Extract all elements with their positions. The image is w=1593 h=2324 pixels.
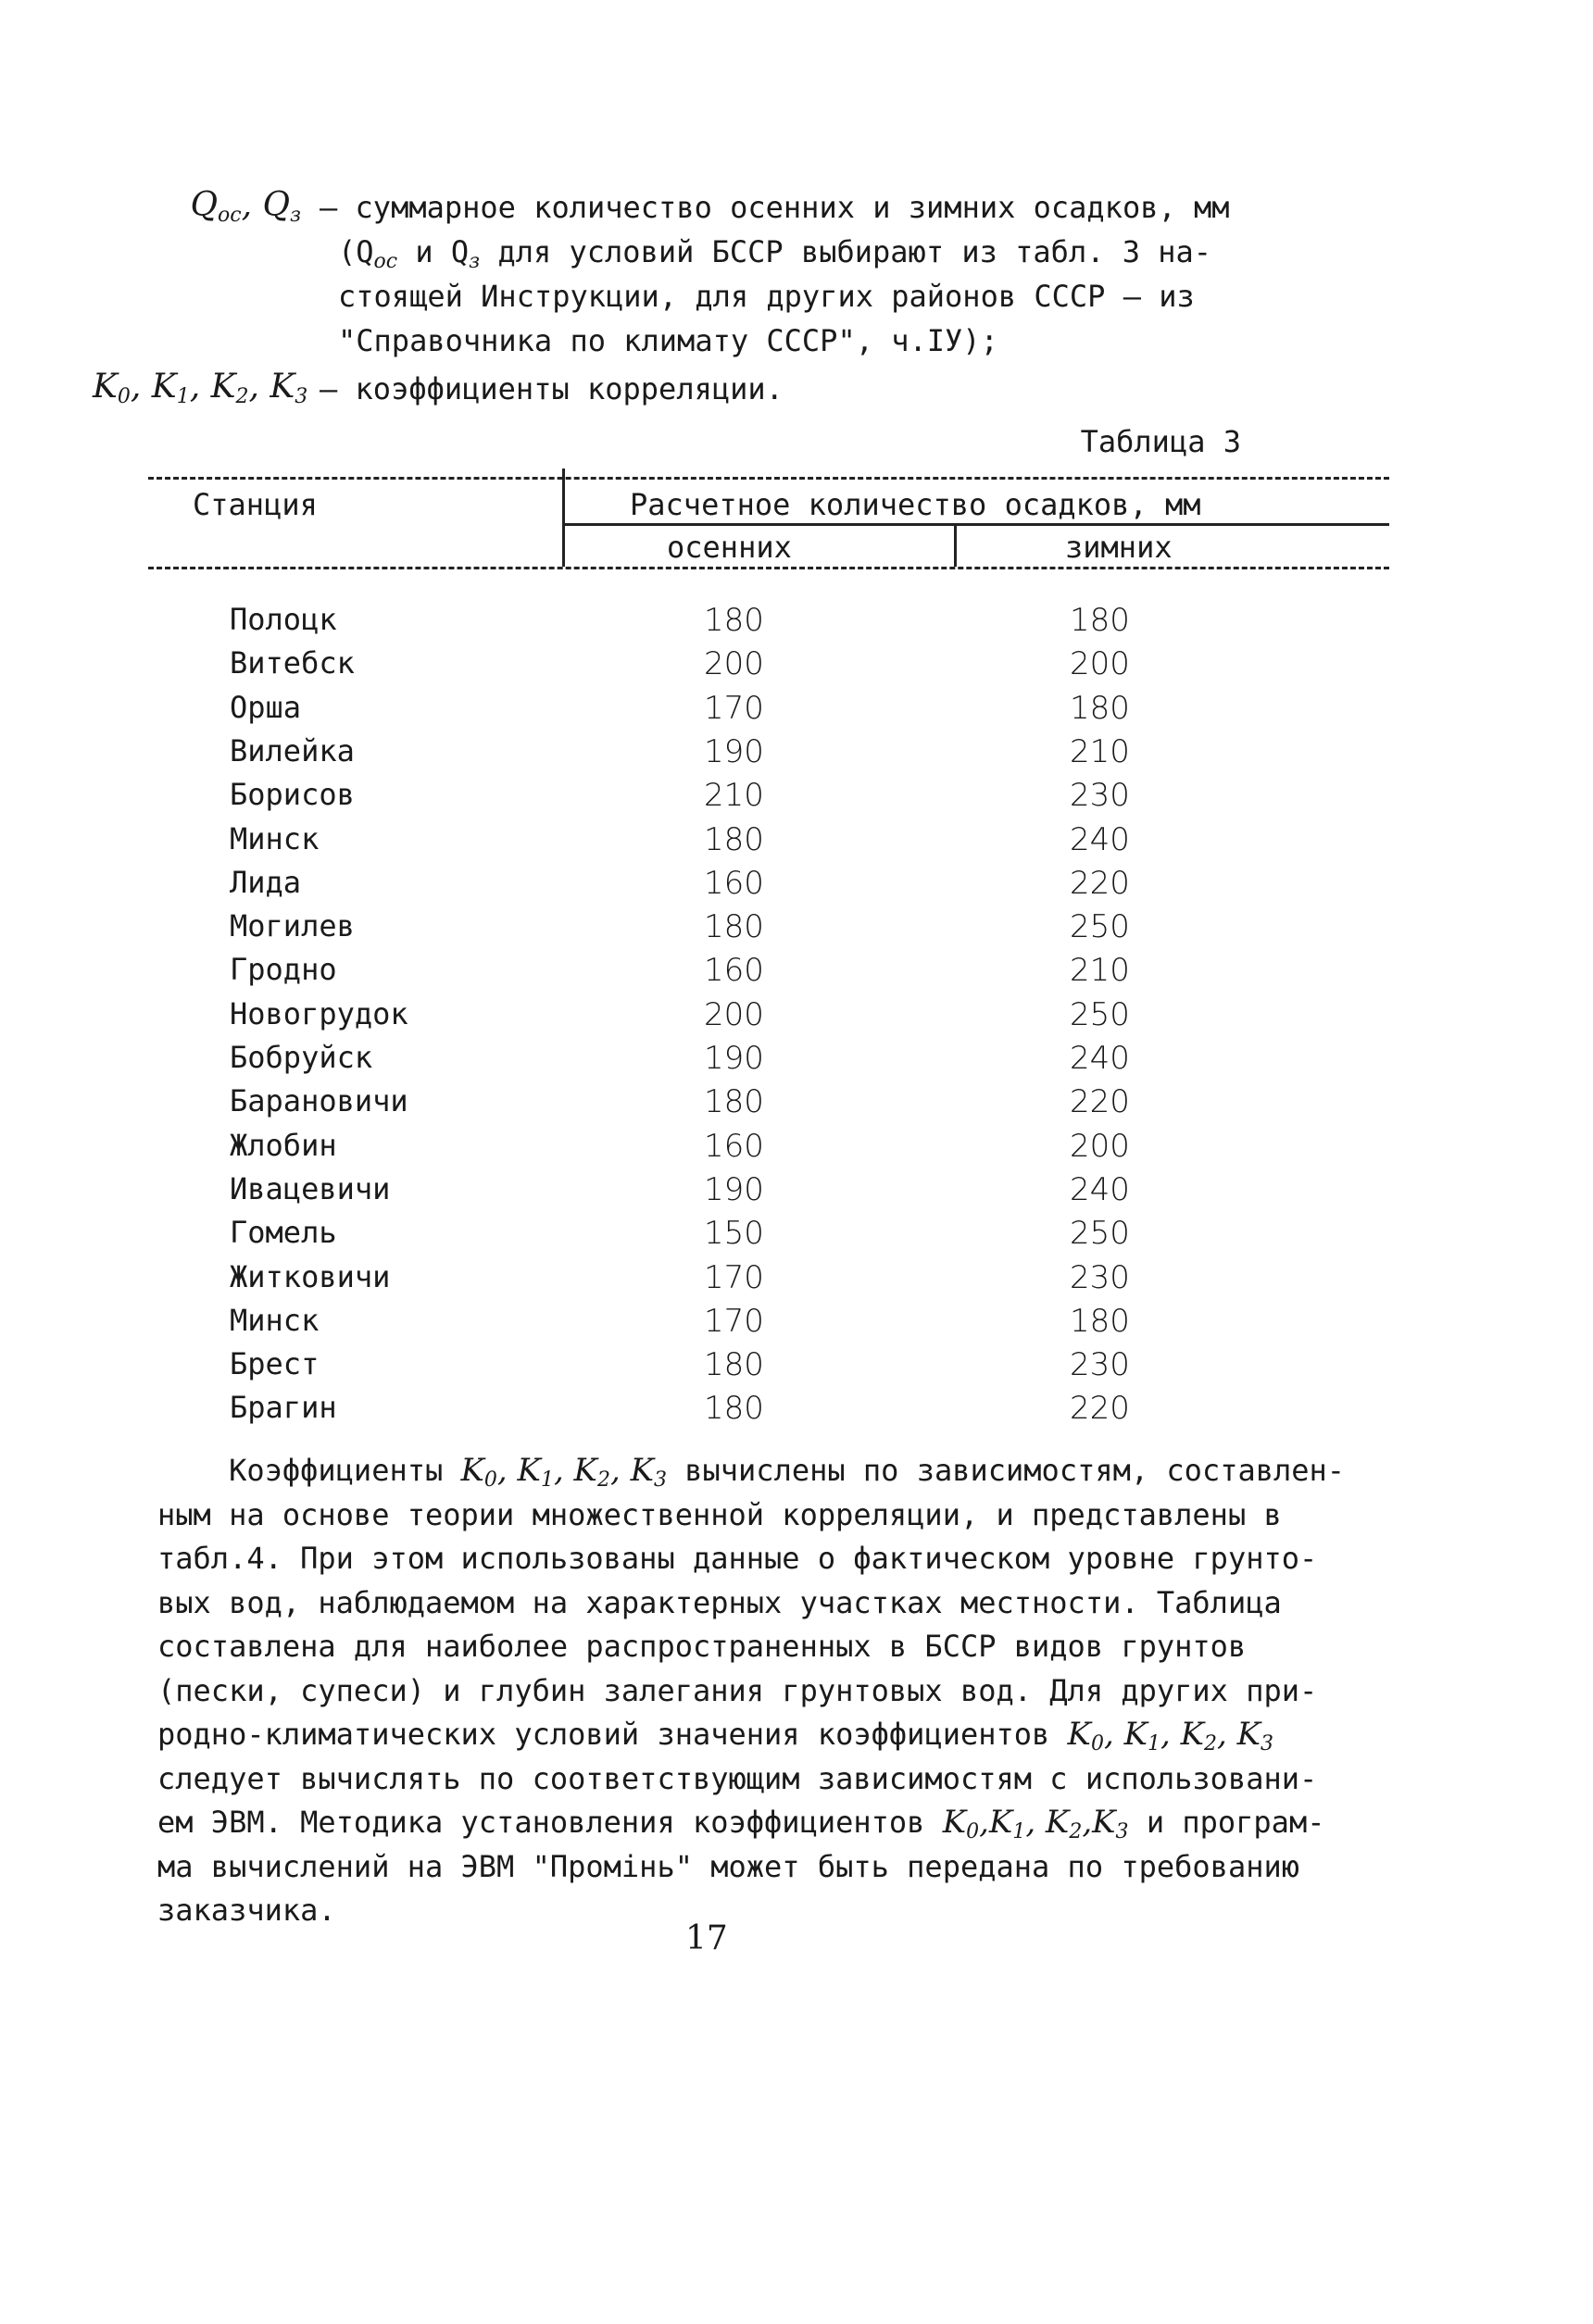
winter-value: 250 — [1070, 908, 1130, 946]
autumn-value: 180 — [704, 1083, 764, 1121]
table-row — [148, 865, 1389, 909]
autumn-value: 180 — [704, 908, 764, 946]
paragraph-line: следует вычислять по соответствующим зависимостям с использовани- — [157, 1760, 1318, 1796]
autumn-value: 180 — [704, 1390, 764, 1428]
station-name: Житковичи — [230, 1258, 391, 1294]
table-row — [148, 952, 1389, 996]
table-row — [148, 908, 1389, 953]
station-name: Витебск — [230, 645, 355, 681]
table-row — [148, 733, 1389, 778]
station-name: Брест — [230, 1346, 320, 1382]
station-name: Гомель — [230, 1215, 337, 1251]
definition-line: "Справочника по климату СССР", ч.IУ); — [338, 323, 998, 358]
winter-value: 240 — [1070, 820, 1130, 858]
header-autumn: осенних — [667, 530, 792, 565]
winter-value: 180 — [1070, 1302, 1130, 1340]
winter-value: 230 — [1070, 1258, 1130, 1296]
page-number: 17 — [685, 1919, 728, 1957]
winter-value: 200 — [1070, 645, 1130, 683]
definition-symbol: $Q_{ос}$, $Q_з$ — [190, 186, 301, 227]
winter-value: 210 — [1070, 952, 1130, 990]
header-bottom-rule — [148, 567, 1389, 569]
winter-value: 220 — [1070, 1390, 1130, 1428]
station-name: Бобруйск — [230, 1040, 373, 1075]
station-name: Брагин — [230, 1390, 337, 1426]
winter-value: 230 — [1070, 1346, 1130, 1384]
paragraph-line: заказчика. — [157, 1893, 336, 1928]
winter-value: 210 — [1070, 732, 1130, 770]
column-divider — [954, 523, 957, 567]
table-row — [148, 645, 1389, 690]
winter-value: 240 — [1070, 1040, 1130, 1077]
autumn-value: 160 — [704, 952, 764, 990]
table-row — [148, 1171, 1389, 1216]
paragraph-line: Коэффициенты $K_0$, $K_1$, $K_2$, $K_3$ вычислены по зависимостям, составлен- — [157, 1452, 1346, 1492]
table-row — [148, 996, 1389, 1041]
winter-value: 220 — [1070, 864, 1130, 902]
winter-value: 250 — [1070, 995, 1130, 1033]
autumn-value: 170 — [704, 689, 764, 727]
autumn-value: 170 — [704, 1258, 764, 1296]
station-name: Новогрудок — [230, 995, 408, 1031]
paragraph-line: вых вод, наблюдаемом на характерных участках местности. Таблица — [157, 1584, 1282, 1620]
station-name: Жлобин — [230, 1127, 337, 1163]
table-row — [148, 821, 1389, 866]
autumn-value: 170 — [704, 1302, 764, 1340]
autumn-value: 190 — [704, 732, 764, 770]
autumn-value: 160 — [704, 1127, 764, 1165]
table-row — [148, 1346, 1389, 1391]
table-caption: Таблица 3 — [1080, 424, 1241, 459]
autumn-value: 150 — [704, 1215, 764, 1253]
paragraph-line: (пески, супеси) и глубин залегания грунтовых вод. Для других при- — [157, 1672, 1318, 1708]
station-name: Ивацевичи — [230, 1170, 391, 1206]
station-name: Гродно — [230, 952, 337, 988]
autumn-value: 180 — [704, 1346, 764, 1384]
paragraph-line: составлена для наиболее распространенных в БССР видов грунтов — [157, 1629, 1247, 1664]
definition-line: стоящей Инструкции, для других районов СССР – из — [338, 279, 1195, 314]
table-row — [148, 1040, 1389, 1084]
table-row — [148, 1083, 1389, 1128]
station-name: Лида — [230, 864, 302, 900]
column-divider — [562, 469, 565, 567]
table-row — [148, 1390, 1389, 1434]
table-row — [148, 777, 1389, 821]
winter-value: 250 — [1070, 1215, 1130, 1253]
autumn-value: 190 — [704, 1040, 764, 1077]
paragraph-line: ма вычислений на ЭВМ "Промінь" может быть передана по требованию — [157, 1848, 1299, 1884]
station-name: Орша — [230, 689, 302, 725]
table-row — [148, 1215, 1389, 1259]
station-name: Минск — [230, 1302, 320, 1338]
table-row — [148, 1303, 1389, 1347]
paragraph-line: табл.4. При этом использованы данные о фактическом уровне грунто- — [157, 1541, 1318, 1576]
table-row — [148, 1259, 1389, 1304]
station-name: Минск — [230, 820, 320, 856]
autumn-value: 160 — [704, 864, 764, 902]
header-station: Станция — [193, 487, 318, 522]
winter-value: 200 — [1070, 1127, 1130, 1165]
winter-value: 240 — [1070, 1170, 1130, 1208]
autumn-value: 180 — [704, 602, 764, 639]
autumn-value: 190 — [704, 1170, 764, 1208]
definition-line: – суммарное количество осенних и зимних осадков, мм — [320, 190, 1230, 225]
table-top-rule — [148, 477, 1389, 480]
table-row — [148, 1128, 1389, 1172]
header-group-rule — [565, 523, 1389, 526]
header-precipitation: Расчетное количество осадков, мм — [630, 487, 1201, 522]
autumn-value: 210 — [704, 777, 764, 815]
autumn-value: 200 — [704, 995, 764, 1033]
table-row — [148, 602, 1389, 646]
winter-value: 230 — [1070, 777, 1130, 815]
station-name: Борисов — [230, 777, 355, 813]
station-name: Вилейка — [230, 732, 355, 768]
autumn-value: 180 — [704, 820, 764, 858]
winter-value: 180 — [1070, 689, 1130, 727]
paragraph-line: ным на основе теории множественной корреляции, и представлены в — [157, 1496, 1282, 1532]
station-name: Полоцк — [230, 602, 337, 637]
definition-line: ($Q_{ос}$ и $Q_з$ для условий БССР выбирают из табл. 3 на- — [338, 234, 1212, 273]
definition-line: – коэффициенты корреляции. — [320, 371, 784, 406]
definition-symbol: $K_0$, $K_1$, $K_2$, $K_3$ — [93, 368, 308, 408]
header-winter: зимних — [1065, 530, 1173, 565]
paragraph-line: родно-климатических условий значения коэффициентов $K_0$, $K_1$, $K_2$, $K_3$ — [157, 1716, 1273, 1755]
station-name: Могилев — [230, 908, 355, 944]
station-name: Барановичи — [230, 1083, 408, 1119]
autumn-value: 200 — [704, 645, 764, 683]
table-row — [148, 690, 1389, 734]
winter-value: 220 — [1070, 1083, 1130, 1121]
winter-value: 180 — [1070, 602, 1130, 639]
paragraph-line: ем ЭВМ. Методика установления коэффициентов $K_0,K_1$, $K_2,K_3$ и програм- — [157, 1804, 1325, 1843]
